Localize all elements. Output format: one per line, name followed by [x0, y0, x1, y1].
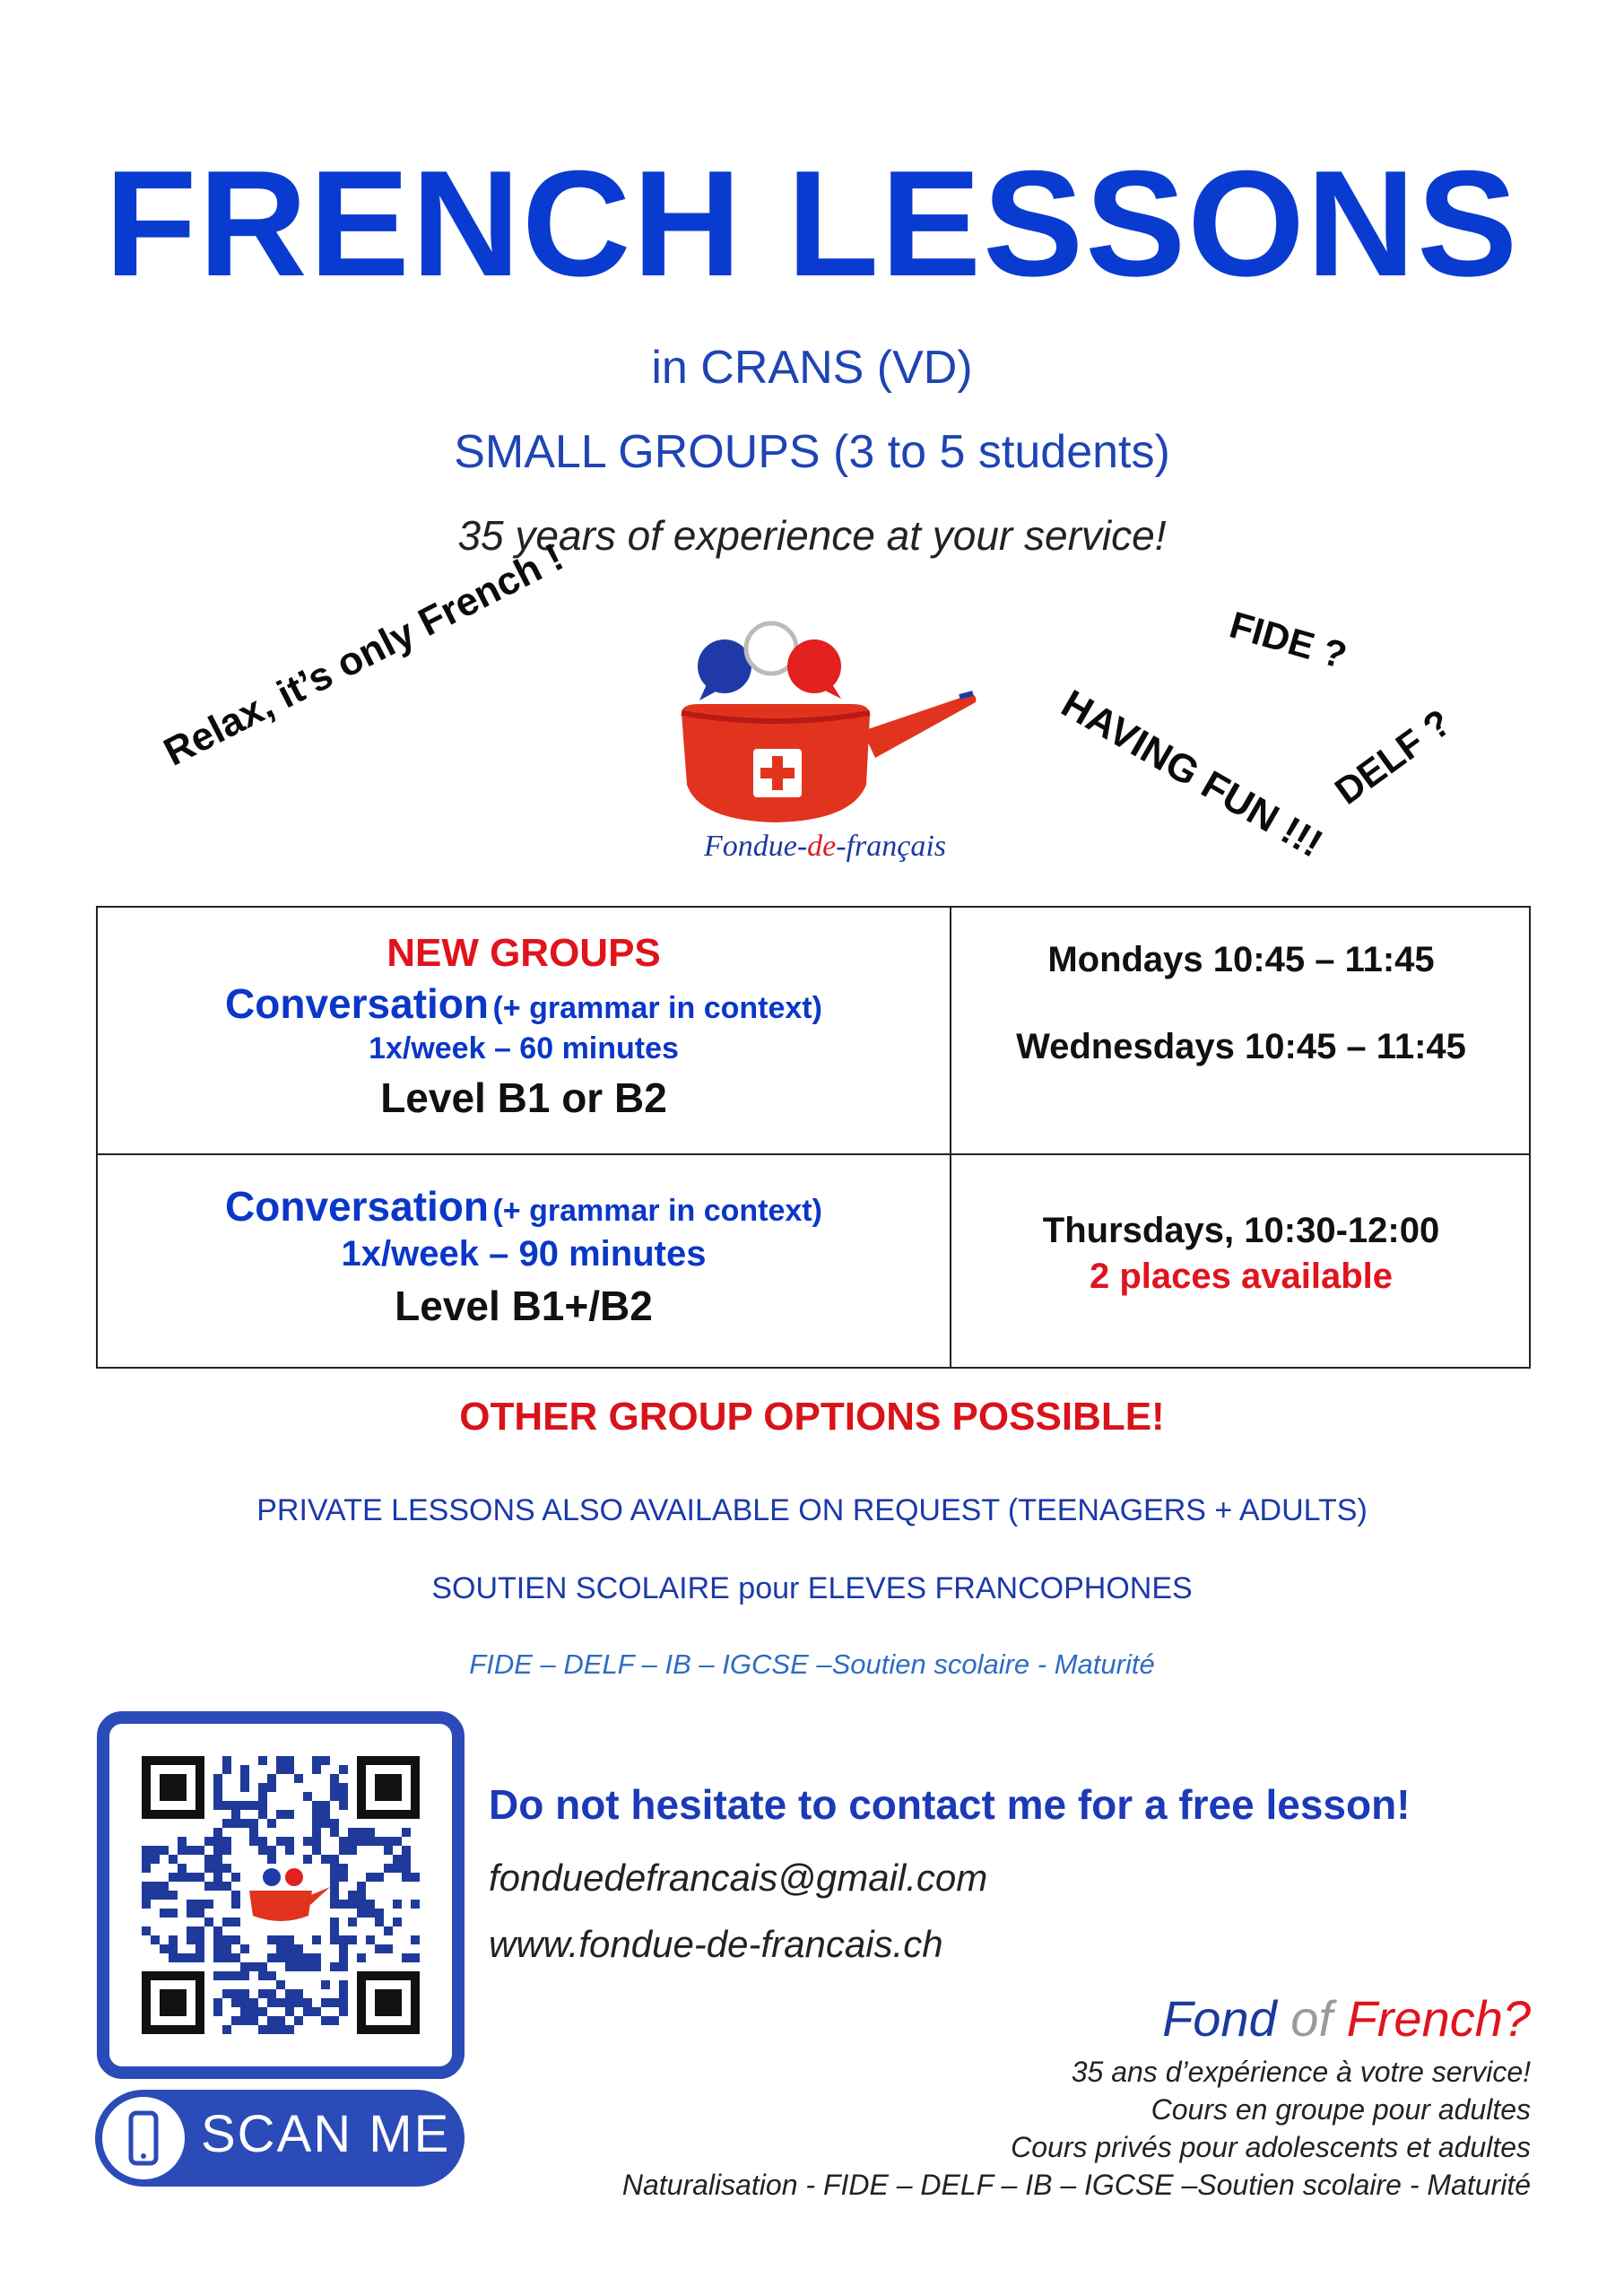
logo-word-fondue: Fondue: [703, 830, 797, 863]
website-link[interactable]: www.fondue-de-francais.ch: [489, 1923, 943, 1965]
course-title: [98, 979, 950, 1028]
scan-me-label: SCAN ME: [201, 2105, 451, 2163]
session-time: Thursdays, 10:30-12:00: [1042, 1211, 1440, 1250]
table-row: [98, 908, 1529, 1155]
fond-of-french-tagline: [1162, 1989, 1531, 2048]
session-time: Wednesdays 10:45 – 11:45: [1016, 1027, 1466, 1066]
fondue-pot-icon: [682, 693, 976, 822]
availability-note: 2 places available: [1089, 1257, 1393, 1296]
table-row: [98, 1155, 1529, 1367]
tagline-line: Naturalisation - FIDE – DELF – IB – IGCSE –Soutien scolaire - Maturité: [621, 2169, 1531, 2201]
tagline-of: of: [1290, 1990, 1333, 2047]
logo-word-de: de: [807, 830, 837, 863]
location-subtitle: in CRANS (VD): [651, 342, 973, 394]
course-cell: [98, 908, 951, 1153]
logo-wordmark: Fondue-de-français: [703, 830, 947, 863]
course-note: (+ grammar in context): [492, 991, 822, 1025]
relax-sticker: Relax, it’s only French !: [157, 535, 570, 775]
course-frequency: 1x/week – 60 minutes: [369, 1031, 679, 1065]
logo-word-francais: français: [846, 830, 947, 863]
tagline-fond: Fond: [1162, 1990, 1277, 2047]
exam-list: FIDE – DELF – IB – IGCSE –Soutien scolaire - Maturité: [469, 1648, 1155, 1680]
experience-tagline: 35 years of experience at your service!: [457, 512, 1167, 559]
having-fun-sticker: HAVING FUN !!!: [1054, 682, 1330, 866]
phone-icon: [102, 2097, 185, 2179]
qr-center-logo: [249, 1868, 330, 1921]
private-lessons-note: PRIVATE LESSONS ALSO AVAILABLE ON REQUEST (TEENAGERS + ADULTS): [256, 1493, 1368, 1527]
soutien-scolaire-note: SOUTIEN SCOLAIRE pour ELEVES FRANCOPHONES: [431, 1571, 1193, 1605]
qr-code[interactable]: [142, 1756, 420, 2034]
session-time: Mondays 10:45 – 11:45: [1047, 940, 1435, 979]
new-groups-label: NEW GROUPS: [386, 931, 661, 975]
delf-sticker: DELF ?: [1326, 700, 1459, 813]
qr-finder-pattern: [361, 1761, 415, 1814]
course-cell: [98, 1155, 951, 1367]
scan-me-button[interactable]: [95, 2090, 465, 2187]
course-level: Level B1+/B2: [395, 1283, 653, 1329]
schedule-table: [96, 906, 1531, 1369]
course-frequency: 1x/week – 90 minutes: [341, 1234, 707, 1274]
course-note: (+ grammar in context): [492, 1194, 822, 1228]
other-options-heading: OTHER GROUP OPTIONS POSSIBLE!: [459, 1395, 1165, 1439]
email-link[interactable]: fonduedefrancais@gmail.com: [489, 1857, 988, 1899]
course-title: [98, 1182, 950, 1231]
qr-finder-pattern: [361, 1976, 415, 2030]
fide-sticker: FIDE ?: [1225, 603, 1352, 677]
qr-code-card[interactable]: [97, 1711, 465, 2079]
course-name: Conversation: [225, 980, 489, 1027]
phone-icon-badge: [102, 2097, 185, 2179]
tagline-french: French?: [1346, 1990, 1531, 2047]
speech-bubbles-icon: [698, 623, 841, 700]
course-name: Conversation: [225, 1183, 489, 1230]
qr-finder-pattern: [146, 1761, 200, 1814]
contact-call-to-action: Do not hesitate to contact me for a free lesson!: [489, 1781, 1411, 1828]
time-cell: [951, 908, 1531, 1153]
group-size-subtitle: SMALL GROUPS (3 to 5 students): [454, 426, 1170, 478]
tagline-line: Cours en groupe pour adultes: [1151, 2093, 1531, 2126]
time-cell: [951, 1155, 1531, 1367]
page-title: FRENCH LESSONS: [104, 139, 1520, 308]
tagline-line: 35 ans d’expérience à votre service!: [1071, 2056, 1531, 2088]
course-level: Level B1 or B2: [380, 1074, 667, 1121]
tagline-line: Cours privés pour adolescents et adultes: [1011, 2131, 1531, 2163]
qr-finder-pattern: [146, 1976, 200, 2030]
